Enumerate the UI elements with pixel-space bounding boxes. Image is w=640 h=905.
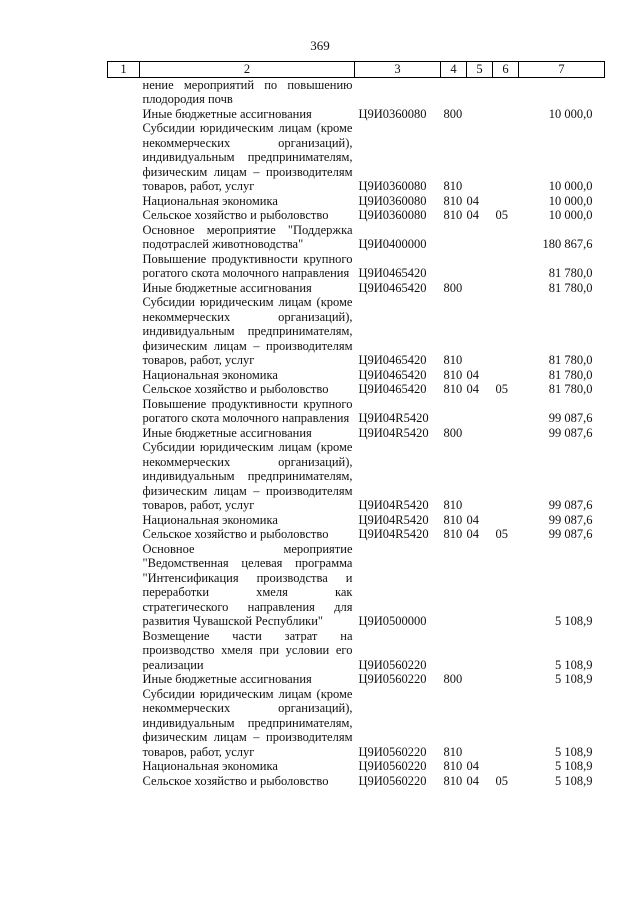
cell-target-article: Ц9И0560220 [358,657,427,672]
cell-name: Национальная экономика [142,193,278,208]
cell-target-article: Ц9И0560220 [358,744,427,759]
cell-amount: 81 780,0 [548,382,593,396]
cell-amount: 5 108,9 [555,759,593,773]
cell-target-article: Ц9И0465420 [358,353,427,367]
cell-subsection [493,194,519,209]
cell-section [467,426,493,441]
table-header-row [108,62,605,78]
table-row [108,440,605,513]
cell-target-article: Ц9И04R5420 [358,512,429,527]
cell-number [108,252,140,281]
cell-subsection [493,513,519,528]
cell-subsection: 05 [495,773,508,788]
cell-subsection: 05 [495,527,508,541]
cell-expense-type: 800 [443,425,463,440]
cell-number [108,629,140,673]
cell-target-article: Ц9И04R5420 [358,498,429,512]
cell-section: 04 [466,759,479,773]
table-row [108,107,605,122]
cell-amount: 10 000,0 [548,208,593,222]
cell-subsection [493,687,519,760]
cell-target-article: Ц9И0360080 [358,193,427,208]
table-row [108,513,605,528]
cell-number [108,527,140,542]
cell-subsection [493,759,519,774]
table-row [108,208,605,223]
cell-amount: 10 000,0 [548,179,593,193]
cell-section: 04 [466,208,479,222]
cell-section [467,295,493,368]
cell-subsection [493,368,519,383]
table-row [108,759,605,774]
cell-expense-type: 810 [443,744,463,759]
cell-section: 04 [466,193,479,208]
cell-name: Возмещение части затрат на производство хмеля при условии его реализации [142,628,353,672]
table-row [108,542,605,629]
cell-number [108,542,140,629]
table-row [108,527,605,542]
cell-number [108,774,140,789]
cell-section [467,672,493,687]
table-row [108,426,605,441]
cell-section [467,121,493,194]
cell-expense-type: 810 [443,498,463,512]
table-body [108,77,605,788]
cell-expense-type [441,397,467,426]
cell-target-article: Ц9И0360080 [358,179,427,193]
table-row [108,382,605,397]
column-header-7: 7 [519,62,605,78]
cell-section: 04 [466,382,479,396]
cell-name: Иные бюджетные ассигнования [142,280,312,295]
cell-subsection [493,252,519,281]
cell-subsection [493,107,519,122]
cell-number [108,281,140,296]
cell-expense-type: 800 [443,280,463,295]
cell-number [108,208,140,223]
cell-section [467,77,493,107]
cell-target-article: Ц9И0560220 [358,773,427,788]
cell-amount: 99 087,6 [548,411,593,425]
cell-amount: 99 087,6 [548,425,593,440]
cell-subsection [493,295,519,368]
cell-subsection [493,440,519,513]
cell-expense-type [441,542,467,629]
column-header-4: 4 [441,62,467,78]
cell-section [467,252,493,281]
cell-amount [519,77,605,107]
cell-expense-type: 810 [443,367,463,382]
cell-amount: 5 108,9 [555,773,593,788]
cell-number [108,513,140,528]
budget-table [107,61,605,788]
cell-section: 04 [466,527,479,541]
cell-number [108,194,140,209]
cell-amount: 10 000,0 [548,193,593,208]
cell-expense-type [441,77,467,107]
cell-subsection: 05 [495,208,508,222]
cell-target-article: Ц9И0560220 [358,672,427,686]
cell-section: 04 [466,773,479,788]
cell-name: Повышение продуктивности крупного рогатого скота молочного направления [142,396,353,425]
cell-name: Сельское хозяйство и рыболовство [142,208,329,222]
cell-amount: 81 780,0 [548,266,593,280]
cell-name: Субсидии юридическим лицам (кроме некоммерческих организаций), индивидуальным предпринимателям, физическим лицам – производителям товаров, работ, услуг [142,295,353,367]
cell-section [467,687,493,760]
cell-subsection [493,223,519,252]
column-header-2: 2 [140,62,355,78]
cell-target-article: Ц9И04R5420 [358,527,429,541]
cell-target-article: Ц9И0400000 [358,237,427,251]
cell-subsection [493,77,519,107]
table-row [108,295,605,368]
column-header-1: 1 [108,62,140,78]
cell-expense-type: 810 [443,208,463,222]
cell-amount: 81 780,0 [548,367,593,382]
table-row [108,672,605,687]
cell-subsection [493,542,519,629]
cell-target-article: Ц9И0465420 [358,382,427,396]
column-header-6: 6 [493,62,519,78]
table-row [108,121,605,194]
cell-subsection [493,281,519,296]
cell-name: нение мероприятий по повышению плодородия почв [142,77,353,106]
cell-name: Повышение продуктивности крупного рогатого скота молочного направления [142,251,353,280]
cell-expense-type: 810 [443,773,463,788]
cell-expense-type: 810 [443,512,463,527]
table-row [108,281,605,296]
cell-section [467,223,493,252]
cell-number [108,223,140,252]
cell-expense-type: 810 [443,193,463,208]
cell-amount: 5 108,9 [555,614,593,628]
table-row [108,223,605,252]
cell-expense-type: 810 [443,527,463,541]
cell-name: Национальная экономика [142,759,278,773]
cell-name: Иные бюджетные ассигнования [142,672,312,686]
cell-expense-type: 810 [443,759,463,773]
cell-amount: 5 108,9 [555,672,593,686]
table-row [108,774,605,789]
cell-target-article [355,77,441,107]
cell-section [467,542,493,629]
cell-amount: 81 780,0 [548,353,593,367]
column-header-5: 5 [467,62,493,78]
cell-target-article: Ц9И0360080 [358,208,427,222]
cell-name: Основное мероприятие "Поддержка подотраслей животноводства" [142,222,353,251]
cell-expense-type: 800 [443,672,463,686]
cell-amount: 180 867,6 [542,237,593,251]
cell-section: 04 [466,367,479,382]
cell-expense-type: 810 [443,382,463,396]
cell-number [108,382,140,397]
table-row [108,77,605,107]
cell-section [467,440,493,513]
cell-name: Иные бюджетные ассигнования [142,425,312,440]
cell-amount: 5 108,9 [555,744,593,759]
table-row [108,687,605,760]
cell-expense-type [441,252,467,281]
column-header-3: 3 [355,62,441,78]
cell-target-article: Ц9И04R5420 [358,411,429,425]
cell-section [467,281,493,296]
cell-name: Субсидии юридическим лицам (кроме некоммерческих организаций), индивидуальным предпринимателям, физическим лицам – производителям товаров, работ, услуг [142,440,353,512]
cell-amount: 99 087,6 [548,512,593,527]
cell-expense-type: 800 [443,106,463,121]
cell-section: 04 [466,512,479,527]
cell-subsection [493,121,519,194]
cell-subsection: 05 [495,382,508,396]
table-row [108,368,605,383]
cell-subsection [493,629,519,673]
cell-number [108,672,140,687]
cell-name: Иные бюджетные ассигнования [142,106,312,121]
cell-section [467,107,493,122]
cell-amount: 99 087,6 [548,498,593,512]
cell-subsection [493,397,519,426]
cell-name: Сельское хозяйство и рыболовство [142,382,329,396]
cell-name: Основное мероприятие "Ведомственная целевая программа "Интенсификация производства и переработки хмеля как стратегического направления для развития Чувашской Республики" [142,541,353,628]
cell-name: Национальная экономика [142,512,278,527]
cell-target-article: Ц9И0560220 [358,759,427,773]
cell-name: Сельское хозяйство и рыболовство [142,527,329,541]
cell-target-article: Ц9И04R5420 [358,425,429,440]
cell-expense-type: 810 [443,179,463,193]
cell-number [108,440,140,513]
cell-target-article: Ц9И0465420 [358,266,427,280]
cell-target-article: Ц9И0465420 [358,280,427,295]
cell-name: Сельское хозяйство и рыболовство [142,773,329,788]
cell-number [108,107,140,122]
cell-name: Национальная экономика [142,367,278,382]
cell-number [108,426,140,441]
cell-subsection [493,426,519,441]
table-row [108,397,605,426]
table-row [108,252,605,281]
cell-target-article: Ц9И0360080 [358,106,427,121]
cell-section [467,397,493,426]
cell-expense-type: 810 [443,353,463,367]
page-number: 369 [310,38,330,53]
cell-section [467,629,493,673]
cell-target-article: Ц9И0465420 [358,367,427,382]
cell-number [108,368,140,383]
cell-amount: 10 000,0 [548,106,593,121]
cell-number [108,759,140,774]
table-row [108,629,605,673]
cell-number [108,397,140,426]
cell-number [108,77,140,107]
cell-amount: 5 108,9 [555,657,593,672]
cell-expense-type [441,223,467,252]
cell-name: Субсидии юридическим лицам (кроме некоммерческих организаций), индивидуальным предпринимателям, физическим лицам – производителям товаров, работ, услуг [142,686,353,759]
cell-expense-type [441,629,467,673]
cell-amount: 81 780,0 [548,280,593,295]
cell-target-article: Ц9И0500000 [358,614,427,628]
cell-number [108,121,140,194]
cell-name: Субсидии юридическим лицам (кроме некоммерческих организаций), индивидуальным предпринимателям, физическим лицам – производителям товаров, работ, услуг [142,121,353,193]
table-row [108,194,605,209]
cell-amount: 99 087,6 [548,527,593,541]
cell-number [108,295,140,368]
cell-subsection [493,672,519,687]
cell-number [108,687,140,760]
